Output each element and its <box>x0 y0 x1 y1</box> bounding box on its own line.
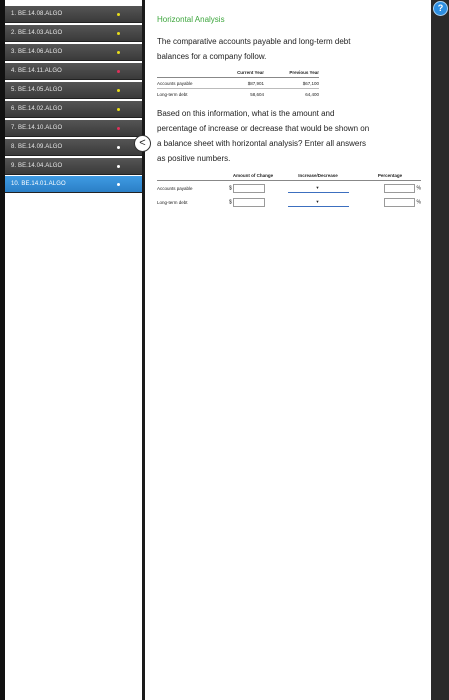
sidebar-item-3[interactable] <box>5 44 142 61</box>
status-dot-icon <box>117 13 120 16</box>
direction-cell <box>277 195 359 209</box>
accounts-payable-percent-input[interactable] <box>384 184 415 193</box>
table-row <box>157 181 421 196</box>
sidebar-item-label: 9. BE.14.04.ALGO <box>11 163 63 169</box>
column-header <box>157 171 229 181</box>
current-year-value: $87,901 <box>212 78 264 89</box>
sidebar-item-label: 6. BE.14.02.ALGO <box>11 106 63 112</box>
status-dot-icon <box>117 51 120 54</box>
caret-down-icon: ▼ <box>315 198 320 204</box>
column-header <box>157 68 212 78</box>
amount-cell <box>229 195 277 209</box>
balances-table <box>157 68 319 99</box>
sidebar-item-label: 4. BE.14.11.ALGO <box>11 68 62 74</box>
intro-text-line: balances for a company follow. <box>157 52 267 61</box>
status-dot-icon <box>117 127 120 130</box>
row-label: Long-term debt <box>157 199 188 205</box>
column-header: Increase/Decrease <box>277 171 359 181</box>
row-label: Accounts payable <box>157 78 212 89</box>
sidebar-item-1[interactable] <box>5 6 142 23</box>
percent-cell <box>359 181 421 196</box>
table-header-row <box>157 68 319 78</box>
right-frame <box>431 0 449 700</box>
question-mark-icon: ? <box>437 3 444 13</box>
sidebar-item-8[interactable] <box>5 139 142 156</box>
percent-sign: % <box>416 185 421 192</box>
collapse-sidebar-button[interactable] <box>134 135 151 152</box>
table-row <box>157 78 319 89</box>
sidebar-item-label: 1. BE.14.08.ALGO <box>11 11 63 17</box>
status-dot-icon <box>117 108 120 111</box>
column-header: Previous Year <box>264 68 319 78</box>
accounts-payable-amount-input[interactable] <box>233 184 265 193</box>
long-term-debt-amount-input[interactable] <box>233 198 265 207</box>
row-label: Long-term debt <box>157 91 188 97</box>
percent-cell <box>359 195 421 209</box>
question-text-line: as positive numbers. <box>157 154 231 163</box>
table-row <box>157 89 319 100</box>
answer-table <box>157 171 421 209</box>
column-header: Amount of Change <box>229 171 277 181</box>
sidebar-item-7[interactable] <box>5 120 142 137</box>
table-header-row <box>157 171 421 181</box>
sidebar-item-5[interactable] <box>5 82 142 99</box>
table-row <box>157 195 421 209</box>
previous-year-value: 64,400 <box>305 91 319 97</box>
sidebar-item-9[interactable] <box>5 158 142 175</box>
column-header: Current Year <box>212 68 264 78</box>
status-dot-icon <box>117 165 120 168</box>
sidebar-item-4[interactable] <box>5 63 142 80</box>
amount-cell <box>229 181 277 196</box>
previous-year-value: $67,100 <box>264 78 319 89</box>
currency-symbol: $ <box>229 199 232 206</box>
caret-down-icon: ▼ <box>315 184 320 190</box>
sidebar-item-label: 10. BE.14.01.ALGO <box>11 181 66 187</box>
status-dot-icon <box>117 146 120 149</box>
status-dot-icon <box>117 183 120 186</box>
direction-cell <box>277 181 359 196</box>
sidebar-item-label: 3. BE.14.06.ALGO <box>11 49 63 55</box>
sidebar-item-2[interactable] <box>5 25 142 42</box>
column-header: Percentage <box>359 171 421 181</box>
sidebar-item-10[interactable] <box>5 176 142 193</box>
sidebar-item-label: 5. BE.14.05.ALGO <box>11 87 63 93</box>
question-text-line: Based on this information, what is the amount and <box>157 109 335 118</box>
row-label: Accounts payable <box>157 185 193 191</box>
help-button[interactable] <box>433 1 448 16</box>
intro-text-line: The comparative accounts payable and long-term debt <box>157 37 351 46</box>
question-text-line: a balance sheet with horizontal analysis? Enter all answers <box>157 139 367 148</box>
question-text-line: percentage of increase or decrease that would be shown on <box>157 124 370 133</box>
current-year-value: 58,604 <box>250 91 264 97</box>
accounts-payable-direction-select[interactable] <box>288 184 349 193</box>
long-term-debt-percent-input[interactable] <box>384 198 415 207</box>
status-dot-icon <box>117 70 120 73</box>
chevron-left-icon: < <box>139 137 146 149</box>
page-title: Horizontal Analysis <box>157 15 225 24</box>
long-term-debt-direction-select[interactable] <box>288 198 349 207</box>
percent-sign: % <box>416 199 421 206</box>
sidebar-item-label: 2. BE.14.03.ALGO <box>11 30 63 36</box>
sidebar-item-6[interactable] <box>5 101 142 118</box>
currency-symbol: $ <box>229 185 232 192</box>
status-dot-icon <box>117 32 120 35</box>
status-dot-icon <box>117 89 120 92</box>
sidebar-item-label: 7. BE.14.10.ALGO <box>11 125 63 131</box>
sidebar-item-label: 8. BE.14.09.ALGO <box>11 144 63 150</box>
